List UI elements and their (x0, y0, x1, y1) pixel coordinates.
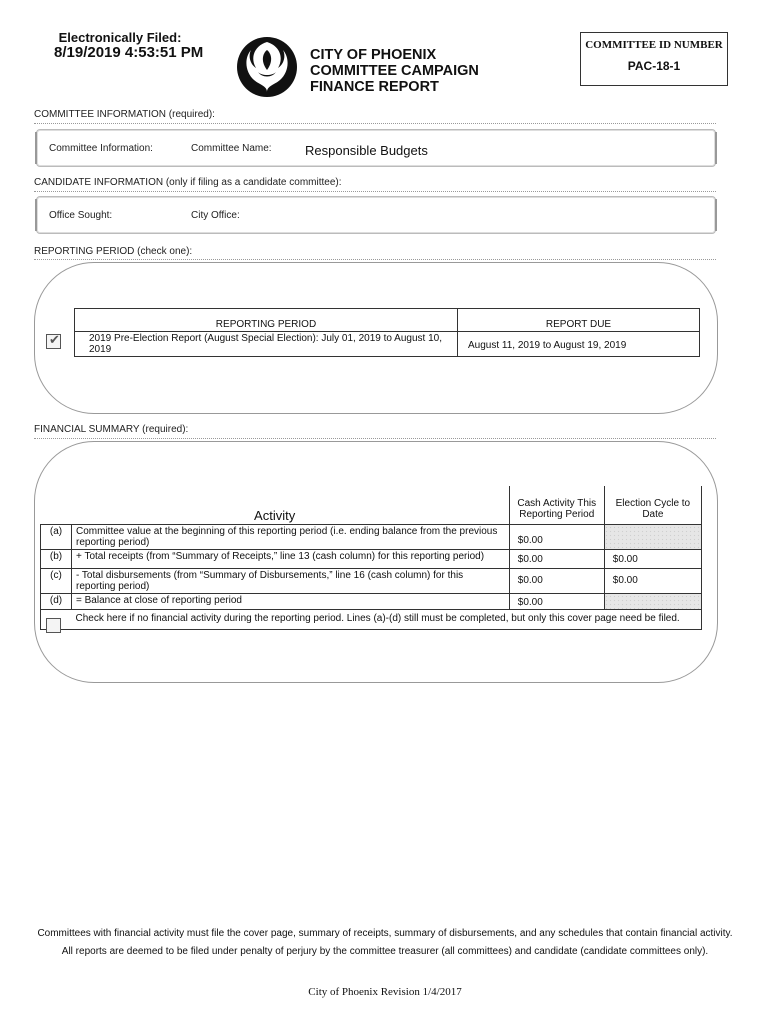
reporting-period-section-label: REPORTING PERIOD (check one): (34, 246, 193, 257)
candidate-info-box (36, 196, 716, 234)
row-letter: (d) (41, 594, 72, 610)
committee-id-value: PAC-18-1 (627, 59, 681, 73)
no-activity-text: Check here if no financial activity during the reporting period. Lines (a)-(d) still must be completed, but only this cover page need be filed. (72, 610, 702, 630)
committee-name-value[interactable]: Responsible Budgets (305, 143, 428, 158)
row-cash-value: $0.00 (509, 550, 604, 569)
revision-label: City of Phoenix Revision 1/4/2017 (308, 986, 462, 998)
footer-note-1: Committees with financial activity must file the cover page, summary of receipts, summary of disbursements, and any schedules that contain financial activity. (37, 928, 733, 939)
row-cash-value: $0.00 (509, 594, 604, 610)
row-cash-value: $0.00 (509, 569, 604, 594)
row-text: - Total disbursements (from “Summary of Disbursements,” line 16 (cash column) for this reporting period) (72, 569, 510, 594)
table-row (41, 594, 702, 610)
footer-note-2: All reports are deemed to be filed under penalty of perjury by the committee treasurer (all committees) and candidate (candidate committees only). (61, 946, 709, 957)
committee-info-box (36, 129, 716, 167)
committee-info-section-label: COMMITTEE INFORMATION (required): (34, 109, 215, 120)
row-cycle-value (604, 525, 701, 550)
col-reporting-period: REPORTING PERIOD (75, 309, 458, 332)
row-letter: (c) (41, 569, 72, 594)
title-line-1: CITY OF PHOENIX (310, 47, 437, 63)
divider (34, 259, 716, 260)
divider (34, 123, 716, 124)
candidate-info-section-label: CANDIDATE INFORMATION (only if filing as a candidate committee): (34, 177, 342, 188)
col-election-cycle: Election Cycle to Date (604, 486, 701, 525)
committee-name-label: Committee Name: (191, 143, 272, 154)
row-cycle-value: $0.00 (604, 550, 701, 569)
table-row (41, 569, 702, 594)
financial-summary-section-label: FINANCIAL SUMMARY (required): (34, 424, 189, 435)
report-due-text: August 11, 2019 to August 19, 2019 (458, 332, 700, 357)
divider (34, 438, 716, 439)
table-row (41, 550, 702, 569)
report-title (310, 47, 479, 95)
committee-info-label: Committee Information: (49, 143, 153, 154)
reporting-period-checkbox[interactable] (46, 334, 61, 349)
checkmark-icon: ✔ (49, 332, 60, 347)
row-text: = Balance at close of reporting period (72, 594, 510, 610)
col-activity: Activity (254, 508, 296, 523)
col-report-due: REPORT DUE (458, 309, 700, 332)
phoenix-logo-icon (236, 36, 298, 98)
table-row (41, 610, 702, 630)
committee-id-label: COMMITTEE ID NUMBER (585, 39, 723, 51)
financial-summary-table (40, 486, 702, 630)
reporting-period-table (74, 308, 700, 357)
row-text: + Total receipts (from “Summary of Receipts,” line 13 (cash column) for this reporting period) (72, 550, 510, 569)
title-line-3: FINANCE REPORT (310, 79, 439, 95)
row-text: Committee value at the beginning of this reporting period (i.e. ending balance from the previous reporting period) (72, 525, 510, 550)
row-cash-value: $0.00 (509, 525, 604, 550)
filed-label: Electronically Filed: (58, 30, 182, 45)
table-row (75, 332, 700, 357)
col-cash-activity: Cash Activity This Reporting Period (509, 486, 604, 525)
divider (34, 191, 716, 192)
no-activity-checkbox[interactable] (46, 618, 61, 633)
row-cycle-value (604, 594, 701, 610)
table-row (41, 525, 702, 550)
row-cycle-value: $0.00 (604, 569, 701, 594)
row-letter: (b) (41, 550, 72, 569)
city-office-label: City Office: (191, 210, 240, 221)
reporting-period-text: 2019 Pre-Election Report (August Special Election): July 01, 2019 to August 10, 2019 (75, 332, 458, 357)
row-letter: (a) (41, 525, 72, 550)
filed-datetime: 8/19/2019 4:53:51 PM (54, 44, 204, 61)
office-sought-label: Office Sought: (49, 210, 113, 221)
committee-id-box (580, 32, 728, 86)
title-line-2: COMMITTEE CAMPAIGN (310, 63, 479, 79)
